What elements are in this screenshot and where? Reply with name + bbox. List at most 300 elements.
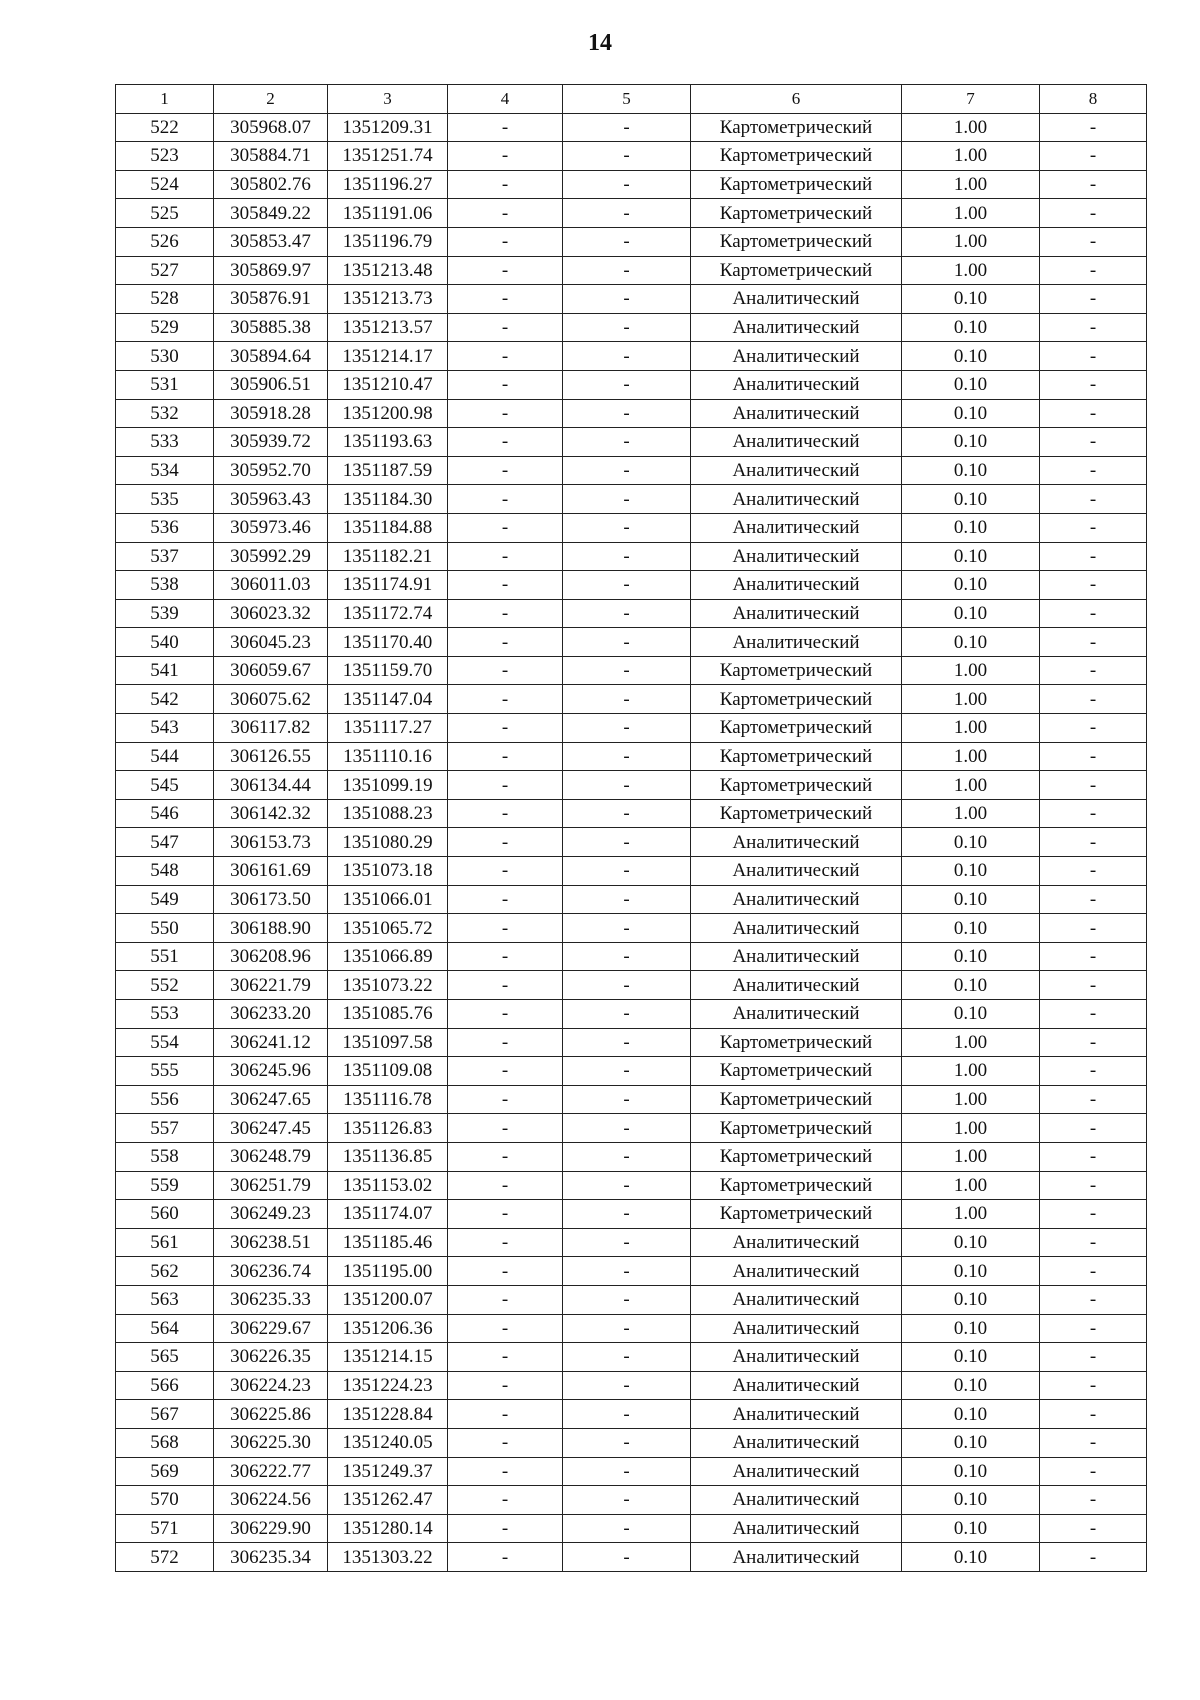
- column-header-6: 6: [691, 85, 902, 114]
- cell-point-number: 564: [116, 1314, 214, 1343]
- cell-method: Картометрический: [691, 1114, 902, 1143]
- cell-column-8: -: [1040, 1142, 1147, 1171]
- table-row: [116, 1057, 1147, 1086]
- column-header-8: 8: [1040, 85, 1147, 114]
- cell-accuracy: 0.10: [902, 1486, 1040, 1515]
- cell-point-number: 567: [116, 1400, 214, 1429]
- cell-accuracy: 0.10: [902, 485, 1040, 514]
- cell-column-5: -: [563, 1428, 691, 1457]
- cell-column-5: -: [563, 113, 691, 142]
- cell-column-8: -: [1040, 799, 1147, 828]
- cell-column-8: -: [1040, 1114, 1147, 1143]
- cell-coordinate-x: 306045.23: [214, 628, 328, 657]
- cell-coordinate-x: 306222.77: [214, 1457, 328, 1486]
- cell-coordinate-y: 1351116.78: [328, 1085, 448, 1114]
- cell-coordinate-x: 306225.30: [214, 1428, 328, 1457]
- cell-column-4: -: [448, 513, 563, 542]
- cell-point-number: 535: [116, 485, 214, 514]
- page-number: 14: [588, 30, 612, 56]
- cell-accuracy: 1.00: [902, 1171, 1040, 1200]
- cell-method: Аналитический: [691, 513, 902, 542]
- cell-accuracy: 0.10: [902, 285, 1040, 314]
- cell-point-number: 569: [116, 1457, 214, 1486]
- table-row: [116, 1457, 1147, 1486]
- cell-point-number: 560: [116, 1200, 214, 1229]
- cell-column-4: -: [448, 170, 563, 199]
- cell-coordinate-y: 1351066.89: [328, 942, 448, 971]
- cell-column-5: -: [563, 771, 691, 800]
- cell-column-8: -: [1040, 142, 1147, 171]
- table-row: [116, 1257, 1147, 1286]
- cell-column-5: -: [563, 714, 691, 743]
- cell-column-5: -: [563, 599, 691, 628]
- cell-coordinate-y: 1351085.76: [328, 1000, 448, 1029]
- cell-column-4: -: [448, 885, 563, 914]
- cell-method: Аналитический: [691, 1428, 902, 1457]
- cell-column-4: -: [448, 1285, 563, 1314]
- cell-method: Аналитический: [691, 571, 902, 600]
- cell-coordinate-y: 1351126.83: [328, 1114, 448, 1143]
- cell-accuracy: 0.10: [902, 1457, 1040, 1486]
- table-row: [116, 1085, 1147, 1114]
- cell-method: Картометрический: [691, 1085, 902, 1114]
- table-row: [116, 942, 1147, 971]
- table-row: [116, 885, 1147, 914]
- cell-column-8: -: [1040, 1457, 1147, 1486]
- cell-column-4: -: [448, 1514, 563, 1543]
- cell-coordinate-x: 306221.79: [214, 971, 328, 1000]
- cell-column-4: -: [448, 342, 563, 371]
- cell-method: Картометрический: [691, 113, 902, 142]
- cell-column-8: -: [1040, 342, 1147, 371]
- cell-column-4: -: [448, 1543, 563, 1572]
- cell-column-8: -: [1040, 1257, 1147, 1286]
- cell-point-number: 527: [116, 256, 214, 285]
- table-row: [116, 1114, 1147, 1143]
- cell-column-5: -: [563, 1142, 691, 1171]
- cell-column-5: -: [563, 428, 691, 457]
- table-row: [116, 542, 1147, 571]
- cell-coordinate-x: 306235.33: [214, 1285, 328, 1314]
- table-row: [116, 313, 1147, 342]
- cell-column-8: -: [1040, 199, 1147, 228]
- cell-coordinate-y: 1351159.70: [328, 656, 448, 685]
- cell-coordinate-x: 305853.47: [214, 227, 328, 256]
- cell-column-8: -: [1040, 571, 1147, 600]
- cell-accuracy: 0.10: [902, 1228, 1040, 1257]
- cell-accuracy: 1.00: [902, 1114, 1040, 1143]
- cell-coordinate-y: 1351182.21: [328, 542, 448, 571]
- cell-column-4: -: [448, 1171, 563, 1200]
- cell-coordinate-x: 306173.50: [214, 885, 328, 914]
- cell-column-4: -: [448, 113, 563, 142]
- cell-column-4: -: [448, 1057, 563, 1086]
- cell-accuracy: 0.10: [902, 1285, 1040, 1314]
- cell-coordinate-x: 306233.20: [214, 1000, 328, 1029]
- cell-column-5: -: [563, 370, 691, 399]
- table-row: [116, 199, 1147, 228]
- cell-coordinate-y: 1351065.72: [328, 914, 448, 943]
- table-row: [116, 227, 1147, 256]
- cell-column-5: -: [563, 256, 691, 285]
- cell-column-4: -: [448, 571, 563, 600]
- cell-accuracy: 0.10: [902, 1257, 1040, 1286]
- cell-coordinate-x: 306134.44: [214, 771, 328, 800]
- cell-method: Аналитический: [691, 1457, 902, 1486]
- cell-coordinate-y: 1351099.19: [328, 771, 448, 800]
- cell-coordinate-x: 306142.32: [214, 799, 328, 828]
- cell-accuracy: 1.00: [902, 742, 1040, 771]
- cell-point-number: 563: [116, 1285, 214, 1314]
- cell-accuracy: 1.00: [902, 170, 1040, 199]
- cell-column-5: -: [563, 1285, 691, 1314]
- cell-column-4: -: [448, 456, 563, 485]
- cell-accuracy: 0.10: [902, 313, 1040, 342]
- cell-coordinate-y: 1351262.47: [328, 1486, 448, 1515]
- cell-column-4: -: [448, 857, 563, 886]
- cell-point-number: 526: [116, 227, 214, 256]
- cell-column-4: -: [448, 142, 563, 171]
- cell-accuracy: 0.10: [902, 857, 1040, 886]
- cell-point-number: 523: [116, 142, 214, 171]
- table-row: [116, 828, 1147, 857]
- cell-method: Картометрический: [691, 742, 902, 771]
- cell-point-number: 554: [116, 1028, 214, 1057]
- table-row: [116, 971, 1147, 1000]
- cell-accuracy: 0.10: [902, 1000, 1040, 1029]
- cell-column-5: -: [563, 1171, 691, 1200]
- cell-coordinate-y: 1351240.05: [328, 1428, 448, 1457]
- cell-coordinate-x: 306247.65: [214, 1085, 328, 1114]
- cell-accuracy: 0.10: [902, 399, 1040, 428]
- cell-method: Аналитический: [691, 1400, 902, 1429]
- cell-point-number: 533: [116, 428, 214, 457]
- cell-coordinate-y: 1351249.37: [328, 1457, 448, 1486]
- cell-method: Картометрический: [691, 656, 902, 685]
- cell-coordinate-y: 1351209.31: [328, 113, 448, 142]
- cell-coordinate-x: 306249.23: [214, 1200, 328, 1229]
- cell-column-4: -: [448, 1314, 563, 1343]
- cell-accuracy: 0.10: [902, 370, 1040, 399]
- cell-coordinate-y: 1351174.91: [328, 571, 448, 600]
- cell-coordinate-x: 306226.35: [214, 1343, 328, 1372]
- cell-coordinate-x: 306235.34: [214, 1543, 328, 1572]
- cell-point-number: 556: [116, 1085, 214, 1114]
- cell-accuracy: 0.10: [902, 1400, 1040, 1429]
- cell-column-4: -: [448, 971, 563, 1000]
- cell-coordinate-y: 1351214.17: [328, 342, 448, 371]
- table-row: [116, 1000, 1147, 1029]
- cell-coordinate-y: 1351210.47: [328, 370, 448, 399]
- cell-coordinate-y: 1351147.04: [328, 685, 448, 714]
- cell-column-4: -: [448, 914, 563, 943]
- cell-point-number: 559: [116, 1171, 214, 1200]
- cell-point-number: 530: [116, 342, 214, 371]
- column-header-7: 7: [902, 85, 1040, 114]
- cell-column-8: -: [1040, 1314, 1147, 1343]
- table-row: [116, 1400, 1147, 1429]
- cell-coordinate-x: 306208.96: [214, 942, 328, 971]
- cell-point-number: 570: [116, 1486, 214, 1515]
- cell-column-8: -: [1040, 370, 1147, 399]
- cell-column-4: -: [448, 828, 563, 857]
- cell-point-number: 529: [116, 313, 214, 342]
- cell-coordinate-y: 1351224.23: [328, 1371, 448, 1400]
- cell-accuracy: 0.10: [902, 628, 1040, 657]
- cell-coordinate-x: 306161.69: [214, 857, 328, 886]
- table-row: [116, 1228, 1147, 1257]
- cell-column-4: -: [448, 285, 563, 314]
- table-row: [116, 599, 1147, 628]
- cell-coordinate-y: 1351195.00: [328, 1257, 448, 1286]
- cell-coordinate-y: 1351213.73: [328, 285, 448, 314]
- cell-coordinate-y: 1351251.74: [328, 142, 448, 171]
- cell-method: Аналитический: [691, 485, 902, 514]
- table-row: [116, 1200, 1147, 1229]
- cell-accuracy: 1.00: [902, 771, 1040, 800]
- cell-column-8: -: [1040, 1028, 1147, 1057]
- table-row: [116, 428, 1147, 457]
- table-row: [116, 513, 1147, 542]
- cell-column-4: -: [448, 1200, 563, 1229]
- cell-column-5: -: [563, 1200, 691, 1229]
- cell-method: Картометрический: [691, 227, 902, 256]
- cell-column-4: -: [448, 1457, 563, 1486]
- cell-point-number: 568: [116, 1428, 214, 1457]
- cell-column-5: -: [563, 142, 691, 171]
- table-row: [116, 370, 1147, 399]
- table-row: [116, 256, 1147, 285]
- cell-point-number: 566: [116, 1371, 214, 1400]
- cell-column-8: -: [1040, 1085, 1147, 1114]
- table-row: [116, 485, 1147, 514]
- cell-coordinate-x: 305992.29: [214, 542, 328, 571]
- cell-point-number: 537: [116, 542, 214, 571]
- cell-column-4: -: [448, 199, 563, 228]
- table-row: [116, 742, 1147, 771]
- cell-column-8: -: [1040, 771, 1147, 800]
- cell-accuracy: 0.10: [902, 942, 1040, 971]
- cell-point-number: 558: [116, 1142, 214, 1171]
- cell-column-4: -: [448, 399, 563, 428]
- cell-column-4: -: [448, 1400, 563, 1429]
- cell-accuracy: 0.10: [902, 542, 1040, 571]
- cell-column-5: -: [563, 971, 691, 1000]
- cell-column-8: -: [1040, 113, 1147, 142]
- cell-method: Аналитический: [691, 971, 902, 1000]
- table-row: [116, 399, 1147, 428]
- table-row: [116, 113, 1147, 142]
- cell-column-4: -: [448, 1028, 563, 1057]
- cell-method: Аналитический: [691, 370, 902, 399]
- cell-coordinate-x: 306117.82: [214, 714, 328, 743]
- table-row: [116, 771, 1147, 800]
- cell-coordinate-y: 1351187.59: [328, 456, 448, 485]
- column-header-4: 4: [448, 85, 563, 114]
- cell-column-8: -: [1040, 685, 1147, 714]
- cell-column-8: -: [1040, 1000, 1147, 1029]
- cell-accuracy: 0.10: [902, 1314, 1040, 1343]
- cell-method: Аналитический: [691, 1543, 902, 1572]
- cell-point-number: 525: [116, 199, 214, 228]
- cell-column-5: -: [563, 456, 691, 485]
- cell-column-4: -: [448, 628, 563, 657]
- cell-coordinate-y: 1351184.88: [328, 513, 448, 542]
- cell-column-4: -: [448, 771, 563, 800]
- cell-column-5: -: [563, 1114, 691, 1143]
- cell-column-5: -: [563, 685, 691, 714]
- cell-column-5: -: [563, 942, 691, 971]
- cell-point-number: 555: [116, 1057, 214, 1086]
- cell-method: Картометрический: [691, 1200, 902, 1229]
- cell-method: Аналитический: [691, 1257, 902, 1286]
- cell-column-8: -: [1040, 656, 1147, 685]
- cell-method: Аналитический: [691, 1514, 902, 1543]
- cell-column-8: -: [1040, 1543, 1147, 1572]
- cell-coordinate-x: 306075.62: [214, 685, 328, 714]
- cell-column-8: -: [1040, 599, 1147, 628]
- cell-column-5: -: [563, 1228, 691, 1257]
- table-row: [116, 914, 1147, 943]
- cell-coordinate-y: 1351185.46: [328, 1228, 448, 1257]
- cell-coordinate-x: 305918.28: [214, 399, 328, 428]
- cell-coordinate-x: 305869.97: [214, 256, 328, 285]
- cell-column-5: -: [563, 885, 691, 914]
- cell-column-5: -: [563, 285, 691, 314]
- cell-coordinate-x: 306224.56: [214, 1486, 328, 1515]
- cell-column-5: -: [563, 1400, 691, 1429]
- cell-column-4: -: [448, 1142, 563, 1171]
- cell-coordinate-x: 306248.79: [214, 1142, 328, 1171]
- cell-point-number: 522: [116, 113, 214, 142]
- cell-column-4: -: [448, 1428, 563, 1457]
- cell-point-number: 532: [116, 399, 214, 428]
- cell-method: Картометрический: [691, 142, 902, 171]
- cell-method: Аналитический: [691, 628, 902, 657]
- cell-accuracy: 1.00: [902, 714, 1040, 743]
- cell-accuracy: 0.10: [902, 828, 1040, 857]
- cell-coordinate-x: 305968.07: [214, 113, 328, 142]
- cell-coordinate-y: 1351170.40: [328, 628, 448, 657]
- cell-column-8: -: [1040, 456, 1147, 485]
- cell-coordinate-x: 306238.51: [214, 1228, 328, 1257]
- cell-column-5: -: [563, 1514, 691, 1543]
- cell-accuracy: 0.10: [902, 1514, 1040, 1543]
- column-header-5: 5: [563, 85, 691, 114]
- cell-coordinate-x: 305963.43: [214, 485, 328, 514]
- cell-column-4: -: [448, 942, 563, 971]
- cell-coordinate-x: 306229.67: [214, 1314, 328, 1343]
- cell-point-number: 572: [116, 1543, 214, 1572]
- cell-coordinate-x: 306023.32: [214, 599, 328, 628]
- cell-coordinate-y: 1351080.29: [328, 828, 448, 857]
- table-row: [116, 685, 1147, 714]
- cell-coordinate-y: 1351193.63: [328, 428, 448, 457]
- cell-coordinate-y: 1351088.23: [328, 799, 448, 828]
- cell-coordinate-x: 305885.38: [214, 313, 328, 342]
- cell-column-5: -: [563, 1371, 691, 1400]
- table-row: [116, 628, 1147, 657]
- cell-column-4: -: [448, 1085, 563, 1114]
- cell-coordinate-y: 1351184.30: [328, 485, 448, 514]
- table-row: [116, 1514, 1147, 1543]
- cell-column-5: -: [563, 1057, 691, 1086]
- cell-point-number: 550: [116, 914, 214, 943]
- cell-column-4: -: [448, 714, 563, 743]
- cell-method: Аналитический: [691, 399, 902, 428]
- cell-coordinate-y: 1351206.36: [328, 1314, 448, 1343]
- cell-accuracy: 0.10: [902, 456, 1040, 485]
- cell-method: Аналитический: [691, 428, 902, 457]
- cell-column-5: -: [563, 399, 691, 428]
- cell-accuracy: 1.00: [902, 1142, 1040, 1171]
- cell-point-number: 562: [116, 1257, 214, 1286]
- cell-column-5: -: [563, 799, 691, 828]
- cell-column-4: -: [448, 799, 563, 828]
- table-row: [116, 285, 1147, 314]
- cell-column-8: -: [1040, 1514, 1147, 1543]
- table-row: [116, 142, 1147, 171]
- cell-accuracy: 1.00: [902, 685, 1040, 714]
- cell-method: Аналитический: [691, 456, 902, 485]
- cell-point-number: 536: [116, 513, 214, 542]
- cell-accuracy: 0.10: [902, 885, 1040, 914]
- cell-method: Картометрический: [691, 256, 902, 285]
- cell-accuracy: 0.10: [902, 1428, 1040, 1457]
- cell-column-4: -: [448, 656, 563, 685]
- cell-accuracy: 1.00: [902, 799, 1040, 828]
- cell-column-8: -: [1040, 971, 1147, 1000]
- cell-method: Картометрический: [691, 799, 902, 828]
- cell-column-5: -: [563, 656, 691, 685]
- cell-coordinate-x: 305894.64: [214, 342, 328, 371]
- cell-coordinate-x: 306188.90: [214, 914, 328, 943]
- cell-column-4: -: [448, 1257, 563, 1286]
- cell-coordinate-y: 1351066.01: [328, 885, 448, 914]
- cell-column-8: -: [1040, 628, 1147, 657]
- cell-point-number: 548: [116, 857, 214, 886]
- cell-column-4: -: [448, 599, 563, 628]
- cell-column-8: -: [1040, 1057, 1147, 1086]
- cell-column-4: -: [448, 1486, 563, 1515]
- cell-point-number: 551: [116, 942, 214, 971]
- cell-column-8: -: [1040, 1285, 1147, 1314]
- cell-coordinate-x: 305884.71: [214, 142, 328, 171]
- cell-column-5: -: [563, 914, 691, 943]
- cell-accuracy: 1.00: [902, 1085, 1040, 1114]
- cell-point-number: 561: [116, 1228, 214, 1257]
- cell-accuracy: 1.00: [902, 227, 1040, 256]
- cell-method: Аналитический: [691, 1314, 902, 1343]
- cell-accuracy: 1.00: [902, 199, 1040, 228]
- cell-column-8: -: [1040, 399, 1147, 428]
- cell-coordinate-y: 1351303.22: [328, 1543, 448, 1572]
- cell-column-4: -: [448, 370, 563, 399]
- cell-coordinate-y: 1351200.07: [328, 1285, 448, 1314]
- cell-column-8: -: [1040, 857, 1147, 886]
- cell-coordinate-y: 1351153.02: [328, 1171, 448, 1200]
- cell-coordinate-x: 306236.74: [214, 1257, 328, 1286]
- cell-accuracy: 0.10: [902, 571, 1040, 600]
- cell-accuracy: 1.00: [902, 1200, 1040, 1229]
- cell-column-8: -: [1040, 1343, 1147, 1372]
- cell-column-8: -: [1040, 1400, 1147, 1429]
- cell-column-5: -: [563, 170, 691, 199]
- cell-coordinate-x: 306225.86: [214, 1400, 328, 1429]
- cell-method: Картометрический: [691, 1057, 902, 1086]
- coordinates-table: [115, 84, 1147, 1572]
- cell-coordinate-y: 1351097.58: [328, 1028, 448, 1057]
